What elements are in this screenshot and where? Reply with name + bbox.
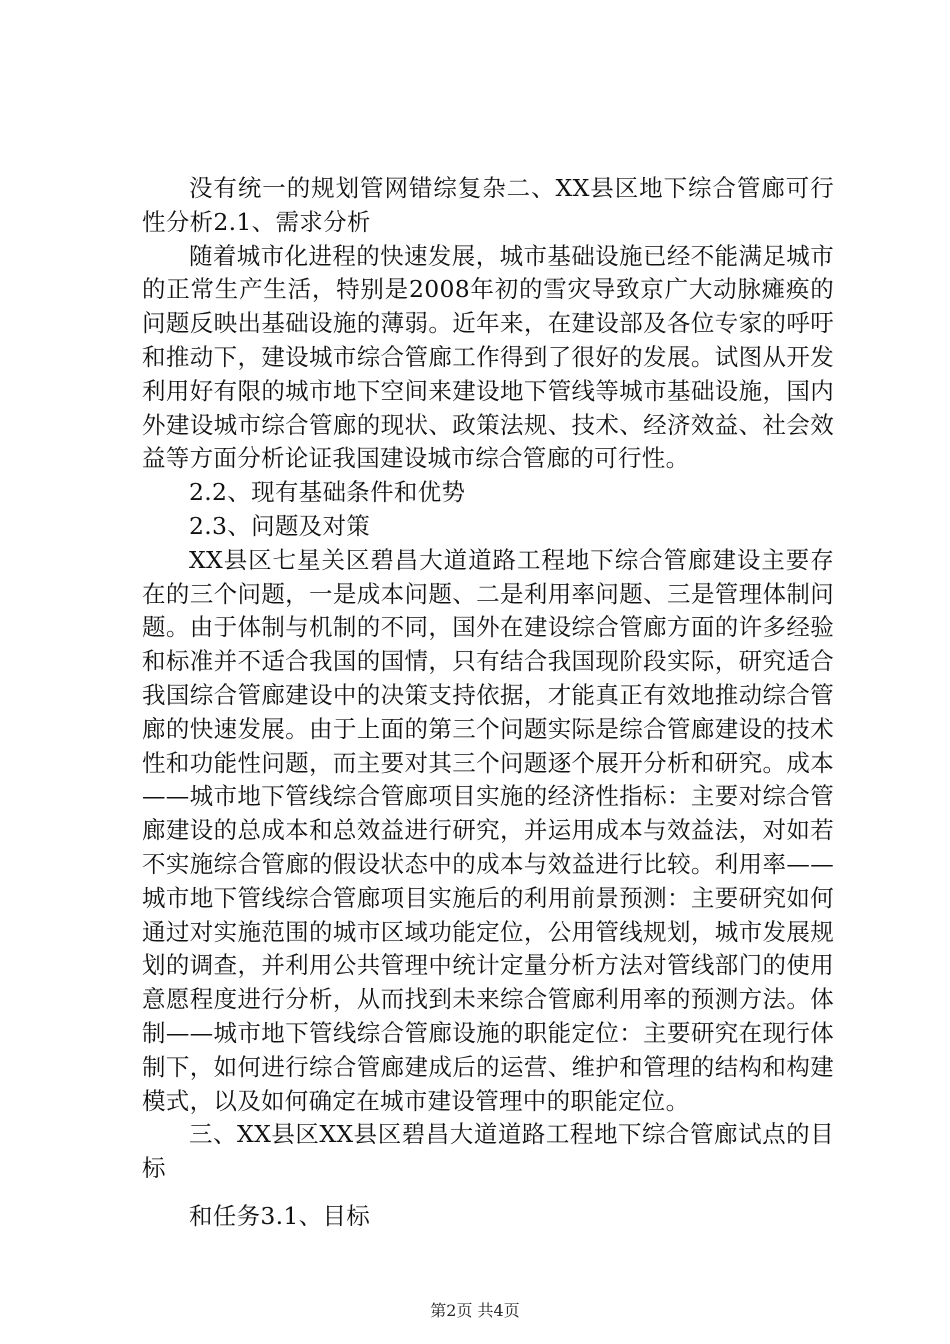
paragraph-heading-feasibility: 没有统一的规划管网错综复杂二、XX县区地下综合管廊可行性分析2.1、需求分析	[142, 174, 834, 236]
paragraph-heading-tasks: 和任务3.1、目标	[189, 1201, 371, 1230]
paragraph-heading-conditions: 2.2、现有基础条件和优势	[189, 478, 466, 507]
page-number-footer: 第2页 共4页	[430, 1301, 520, 1320]
paragraph-problems-analysis: XX县区七星关区碧昌大道道路工程地下综合管廊建设主要存在的三个问题，一是成本问题、二是利用率问题、三是管理体制问题。由于体制与机制的不同，国外在建设综合管廊方面的许多经验和标准并不适合我国的国情，只有结合我国现阶段实际，研究适合我国综合管廊建设中的决策支持依据，才能真正有效地推动综合管廊的快速发展。由于上面的第三个问题实际是综合管廊建设的技术性和功能性问题，而主要对其三个问题逐个展开分析和研究。成本——城市地下管线综合管廊项目实施的经济性指标：主要对综合管廊建设的总成本和总效益进行研究，并运用成本与效益法，对如若不实施综合管廊的假设状态中的成本与效益进行比较。利用率——城市地下管线综合管廊项目实施后的利用前景预测：主要研究如何通过对实施范围的城市区域功能定位，公用管线规划，城市发展规划的调查，并利用公共管理中统计定量分析方法对管线部门的使用意愿程度进行分析，从而找到未来综合管廊利用率的预测方法。体制——城市地下管线综合管廊设施的职能定位：主要研究在现行体制下，如何进行综合管廊建成后的运营、维护和管理的结构和构建模式，以及如何确定在城市建设管理中的职能定位。	[142, 545, 834, 1115]
paragraph-heading-pilot-goals: 三、XX县区XX县区碧昌大道道路工程地下综合管廊试点的目标	[142, 1120, 834, 1183]
paragraph-demand-analysis: 随着城市化进程的快速发展，城市基础设施已经不能满足城市的正常生产生活，特别是2008年初的雪灾导致京广大动脉瘫痪的问题反映出基础设施的薄弱。近年来，在建设部及各位专家的呼吁和推动下，建设城市综合管廊工作得到了很好的发展。试图从开发利用好有限的城市地下空间来建设地下管线等城市基础设施，国内外建设城市综合管廊的现状、政策法规、技术、经济效益、社会效益等方面分析论证我国建设城市综合管廊的可行性。	[142, 241, 834, 473]
paragraph-heading-problems: 2.3、问题及对策	[189, 511, 371, 540]
document-body	[142, 172, 834, 1234]
